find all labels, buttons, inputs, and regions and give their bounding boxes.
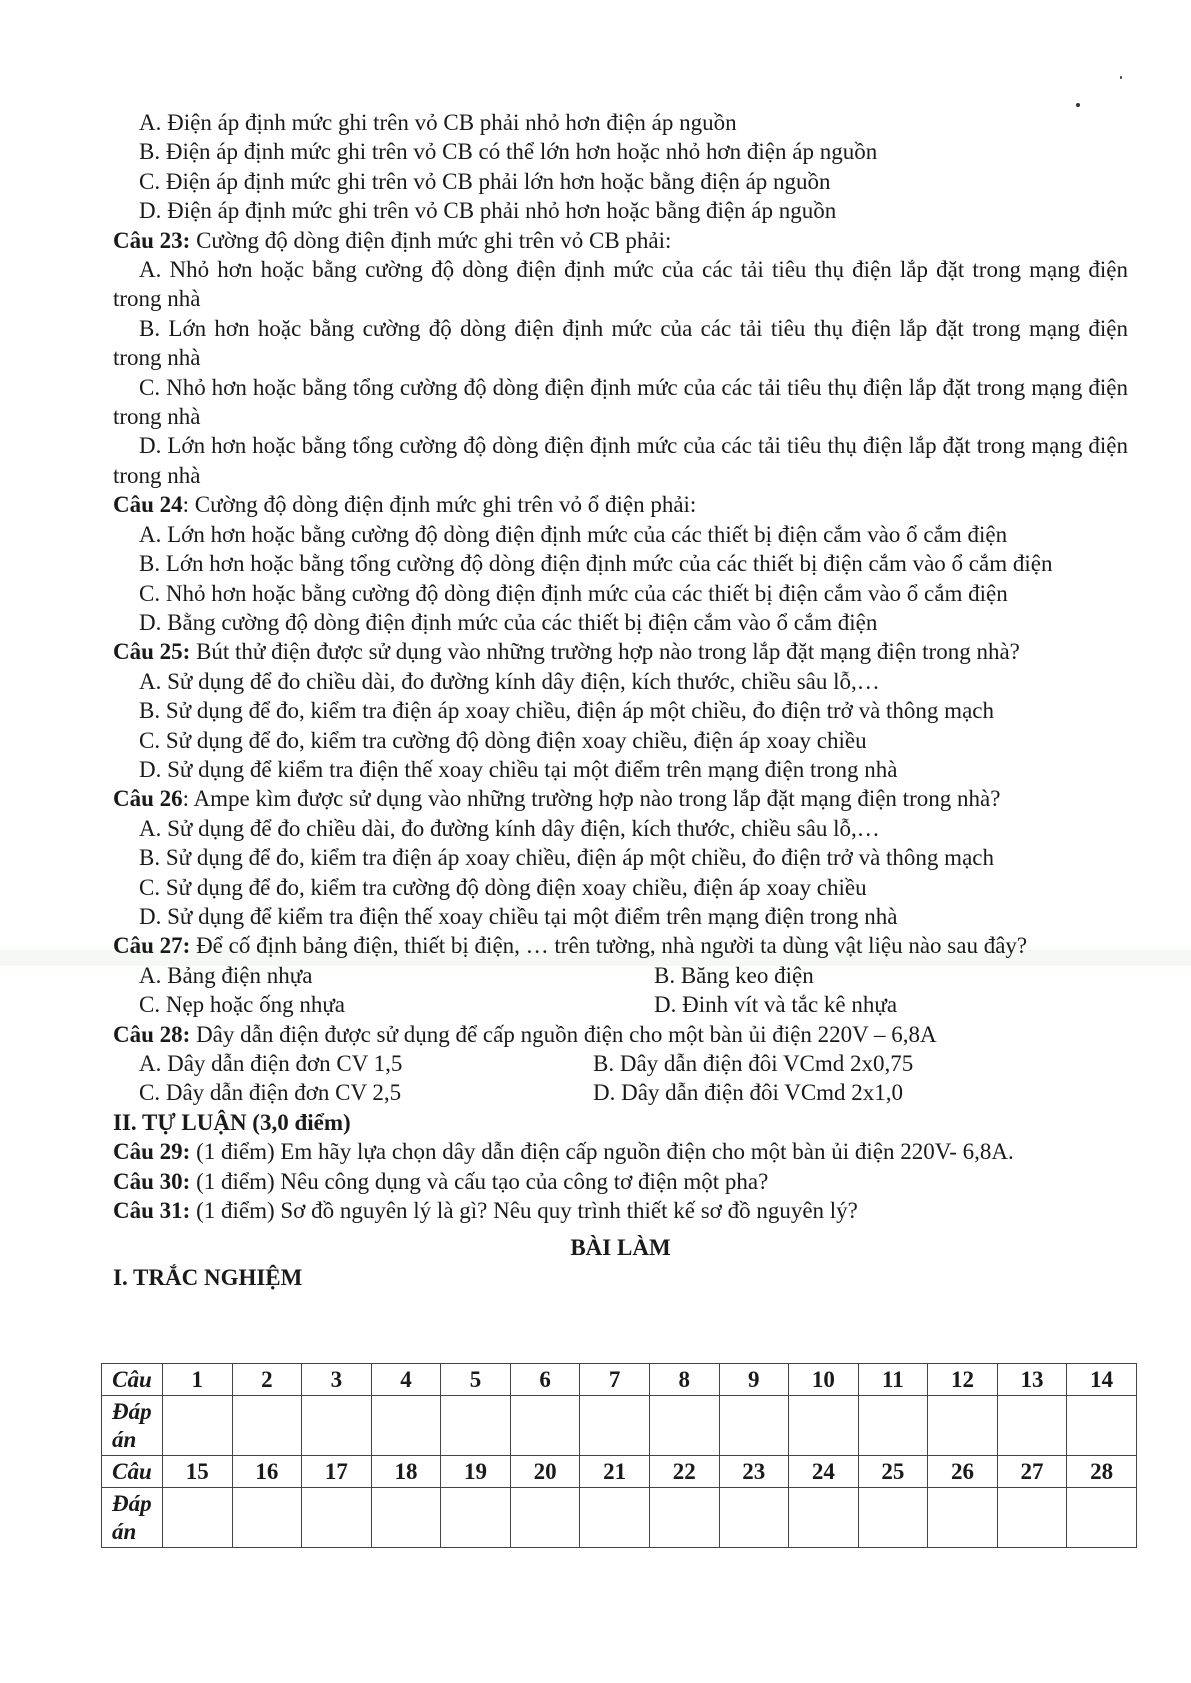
question-number: 8 [649,1364,719,1396]
q25-option-d: D. Sử dụng để kiểm tra điện thế xoay chiều tại một điểm trên mạng điện trong nhà [139,756,898,782]
q30 [113,1167,1128,1196]
q24-option-a: A. Lớn hơn hoặc bằng cường độ dòng điện định mức của các thiết bị điện cắm vào ổ cắm điện [139,521,1008,547]
q24-option-d: D. Bằng cường độ dòng điện định mức của các thiết bị điện cắm vào ổ cắm điện [139,609,878,635]
answer-cell[interactable] [1067,1488,1137,1548]
q26-option-c: C. Sử dụng để đo, kiểm tra cường độ dòng điện xoay chiều, điện áp xoay chiều [139,874,867,900]
dap-an-label [102,1488,163,1548]
dap-an-label [102,1396,163,1456]
q29-label: Câu 29: [113,1139,191,1165]
dap-an-label-line-1: Đáp [112,1398,152,1424]
answer-cell[interactable] [719,1488,789,1548]
cau-label: Câu [102,1364,163,1396]
q28-options-row-1 [113,1049,1128,1078]
q22-option-a: A. Điện áp định mức ghi trên vỏ CB phải nhỏ hơn điện áp nguồn [139,110,737,135]
q27-option-c: C. Nẹp hoặc ống nhựa [139,992,346,1018]
q28-label: Câu 28: [113,1021,191,1047]
q26-stem [113,784,1128,813]
answer-cell[interactable] [580,1488,650,1548]
answer-cell[interactable] [371,1488,441,1548]
question-number: 27 [997,1456,1067,1488]
answer-cell[interactable] [649,1396,719,1456]
q28-option-c: C. Dây dẫn điện đơn CV 2,5 [139,1080,402,1106]
question-number: 17 [302,1456,372,1488]
question-number: 16 [232,1456,302,1488]
scan-speck [1076,103,1080,107]
q31-text: (1 điểm) Sơ đồ nguyên lý là gì? Nêu quy trình thiết kế sơ đồ nguyên lý? [190,1198,858,1224]
dap-an-label-line-1: Đáp [112,1490,152,1516]
q29 [113,1137,1128,1166]
answer-cell[interactable] [163,1396,233,1456]
question-number: 15 [163,1456,233,1488]
q28-text: Dây dẫn điện được sử dụng để cấp nguồn điện cho một bàn ủi điện 220V – 6,8A [190,1021,937,1047]
question-number: 14 [1067,1364,1137,1396]
q22-option-c: C. Điện áp định mức ghi trên vỏ CB phải lớn hơn hoặc bằng điện áp nguồn [139,168,831,194]
question-number: 13 [997,1364,1067,1396]
answer-cell[interactable] [928,1396,998,1456]
answer-cell[interactable] [928,1488,998,1548]
question-number: 4 [371,1364,441,1396]
question-number: 6 [510,1364,580,1396]
q25-option-a: A. Sử dụng để đo chiều dài, đo đường kính dây điện, kích thước, chiều sâu lỗ,… [139,668,880,694]
answer-cell[interactable] [163,1488,233,1548]
q24-option-c: C. Nhỏ hơn hoặc bằng cường độ dòng điện định mức của các thiết bị điện cắm vào ổ cắm điện [139,580,1008,606]
q23-option-d: D. Lớn hơn hoặc bằng tổng cường độ dòng điện định mức của các tải tiêu thụ điện lắp đặt trong mạng điện trong nhà [113,433,1128,488]
q24-text: : Cường độ dòng điện định mức ghi trên vỏ ổ điện phải: [182,492,697,518]
q25-text: Bút thử điện được sử dụng vào những trường hợp nào trong lắp đặt mạng điện trong nhà? [190,639,1020,665]
answer-cell[interactable] [719,1396,789,1456]
answer-cell[interactable] [302,1488,372,1548]
answer-cell[interactable] [232,1396,302,1456]
question-number: 18 [371,1456,441,1488]
question-number: 20 [510,1456,580,1488]
answer-cell[interactable] [510,1396,580,1456]
section-2-title: II. TỰ LUẬN (3,0 điểm) [113,1109,351,1135]
question-number: 9 [719,1364,789,1396]
section-1-title: I. TRẮC NGHIỆM [113,1264,303,1290]
answer-cell[interactable] [580,1396,650,1456]
answer-cell[interactable] [649,1488,719,1548]
q31 [113,1196,1128,1225]
q27-option-b: B. Băng keo điện [654,962,814,988]
q28-option-b: B. Dây dẫn điện đôi VCmd 2x0,75 [593,1051,914,1076]
question-number: 11 [858,1364,928,1396]
question-number: 23 [719,1456,789,1488]
answer-cell[interactable] [510,1488,580,1548]
q30-label: Câu 30: [113,1168,191,1194]
answer-cell[interactable] [789,1396,859,1456]
answer-cell[interactable] [997,1396,1067,1456]
q24-stem [113,490,1128,519]
q28-option-a: A. Dây dẫn điện đơn CV 1,5 [139,1051,403,1076]
answer-row [102,1488,1137,1548]
q27-stem [113,931,1128,960]
q25-option-c: C. Sử dụng để đo, kiểm tra cường độ dòng điện xoay chiều, điện áp xoay chiều [139,727,867,753]
question-number: 22 [649,1456,719,1488]
answer-cell[interactable] [1067,1396,1137,1456]
answer-cell[interactable] [371,1396,441,1456]
dap-an-label-line-2: án [112,1426,137,1452]
q22-option-d: D. Điện áp định mức ghi trên vỏ CB phải nhỏ hơn hoặc bằng điện áp nguồn [139,198,837,224]
q25-label: Câu 25: [113,639,191,665]
q26-label: Câu 26 [113,786,183,812]
answer-cell[interactable] [441,1488,511,1548]
question-number: 10 [789,1364,859,1396]
answer-table [101,1363,1137,1548]
question-number-row [102,1456,1137,1488]
q28-stem [113,1020,1128,1049]
answer-cell[interactable] [302,1396,372,1456]
question-content [113,108,1128,1292]
q27-option-a: A. Bảng điện nhựa [139,962,313,988]
q24-option-b: B. Lớn hơn hoặc bằng tổng cường độ dòng điện định mức của các thiết bị điện cắm vào ổ cắm điện [139,551,1053,577]
answer-cell[interactable] [789,1488,859,1548]
q26-option-b: B. Sử dụng để đo, kiểm tra điện áp xoay chiều, điện áp một chiều, đo điện trở và thông mạch [139,845,994,871]
question-number: 3 [302,1364,372,1396]
q30-text: (1 điểm) Nêu công dụng và cấu tạo của công tơ điện một pha? [190,1168,769,1194]
question-number: 12 [928,1364,998,1396]
answer-sheet-title: BÀI LÀM [570,1235,671,1261]
q31-label: Câu 31: [113,1198,191,1224]
question-number: 26 [928,1456,998,1488]
question-number: 25 [858,1456,928,1488]
q28-option-d: D. Dây dẫn điện đôi VCmd 2x1,0 [593,1080,904,1106]
answer-cell[interactable] [997,1488,1067,1548]
q27-label: Câu 27: [113,933,191,959]
q23-text: Cường độ dòng điện định mức ghi trên vỏ CB phải: [190,227,672,253]
q29-text: (1 điểm) Em hãy lựa chọn dây dẫn điện cấp nguồn điện cho một bàn ủi điện 220V- 6,8A. [190,1139,1014,1165]
q23-stem [113,226,1128,255]
scan-speck [1120,76,1122,79]
q28-options-row-2 [113,1078,1128,1107]
answer-cell[interactable] [441,1396,511,1456]
q27-option-d: D. Đinh vít và tắc kê nhựa [654,992,898,1018]
q23-label: Câu 23: [113,227,191,253]
q26-text: : Ampe kìm được sử dụng vào những trường hợp nào trong lắp đặt mạng điện trong nhà? [182,786,1001,812]
q25-option-b: B. Sử dụng để đo, kiểm tra điện áp xoay chiều, điện áp một chiều, đo điện trở và thông mạch [139,698,994,724]
q26-option-d: D. Sử dụng để kiểm tra điện thế xoay chiều tại một điểm trên mạng điện trong nhà [139,903,898,929]
q23-option-a: A. Nhỏ hơn hoặc bằng cường độ dòng điện định mức của các tải tiêu thụ điện lắp đặt trong mạng điện trong nhà [113,257,1128,312]
question-number: 28 [1067,1456,1137,1488]
question-number: 21 [580,1456,650,1488]
question-number: 2 [232,1364,302,1396]
question-number-row [102,1364,1137,1396]
question-number: 7 [580,1364,650,1396]
answer-cell[interactable] [858,1396,928,1456]
q27-text: Để cố định bảng điện, thiết bị điện, … trên tường, nhà người ta dùng vật liệu nào sau đây? [190,933,1028,959]
q27-options-row-2 [113,990,1128,1019]
dap-an-label-line-2: án [112,1518,137,1544]
question-number: 24 [789,1456,859,1488]
q24-label: Câu 24 [113,492,183,518]
q26-option-a: A. Sử dụng để đo chiều dài, đo đường kính dây điện, kích thước, chiều sâu lỗ,… [139,815,880,841]
q25-stem [113,637,1128,666]
question-number: 5 [441,1364,511,1396]
q23-option-b: B. Lớn hơn hoặc bằng cường độ dòng điện định mức của các tải tiêu thụ điện lắp đặt trong mạng điện trong nhà [113,315,1128,371]
cau-label: Câu [102,1456,163,1488]
q23-option-c: C. Nhỏ hơn hoặc bằng tổng cường độ dòng điện định mức của các tải tiêu thụ điện lắp đặt trong mạng điện trong nhà [113,374,1128,430]
q27-options-row-1 [113,961,1128,990]
answer-cell[interactable] [232,1488,302,1548]
question-number: 1 [163,1364,233,1396]
question-number: 19 [441,1456,511,1488]
answer-cell[interactable] [858,1488,928,1548]
q22-option-b: B. Điện áp định mức ghi trên vỏ CB có thể lớn hơn hoặc nhỏ hơn điện áp nguồn [139,139,878,165]
answer-row [102,1396,1137,1456]
